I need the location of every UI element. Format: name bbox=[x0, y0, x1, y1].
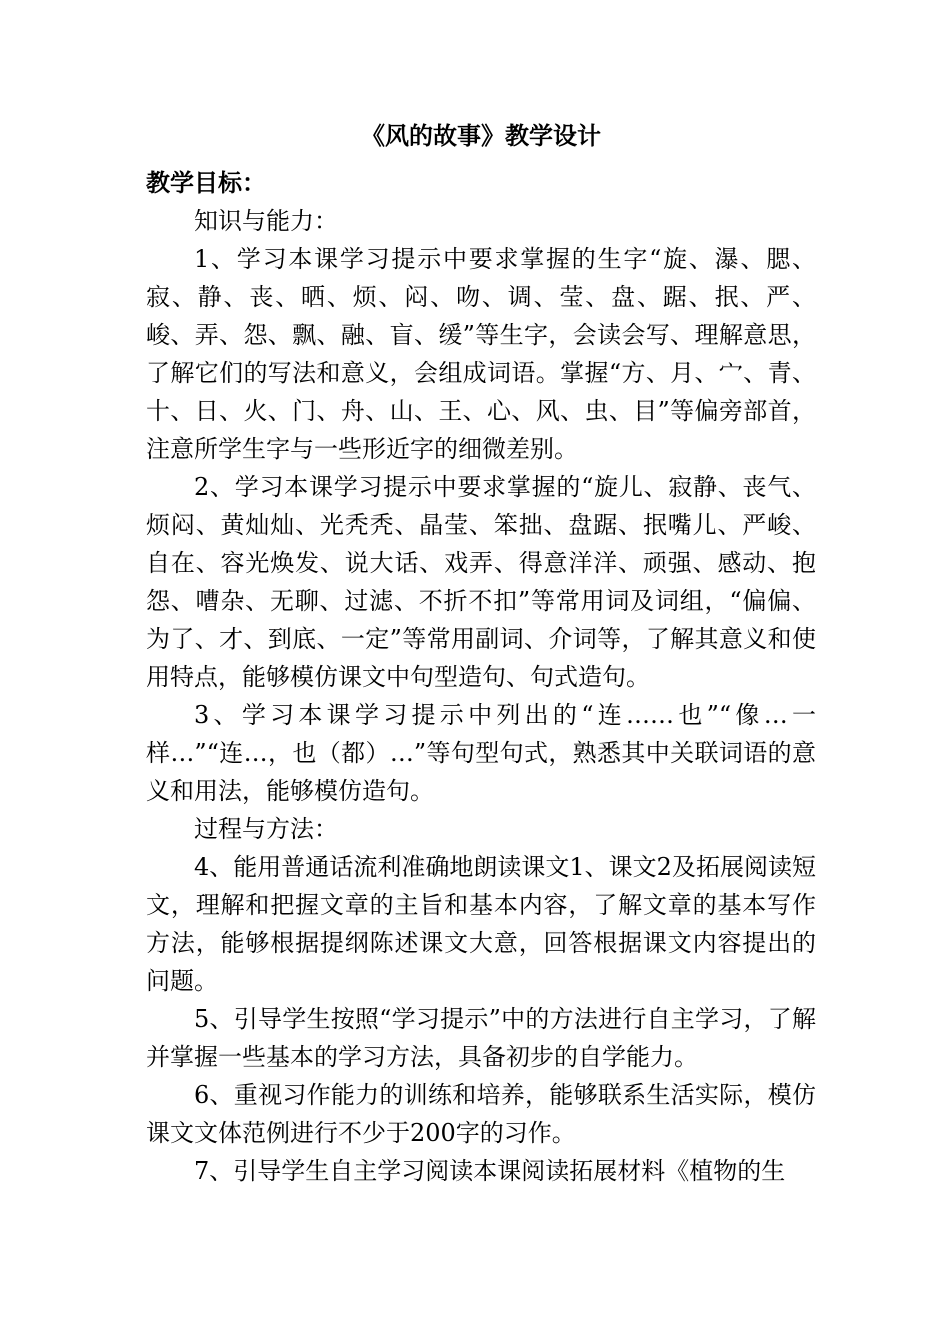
document-page bbox=[146, 116, 816, 1190]
goal-item-7: 7、引导学生自主学习阅读本课阅读拓展材料《植物的生 bbox=[194, 1157, 786, 1185]
goal-item-4: 4、能用普通话流利准确地朗读课文1、课文2及拓展阅读短文，理解和把握文章的主旨和基本内容，了解文章的基本写作方法，能够根据提纲陈述课文大意，回答根据课文内容提出的问题。 bbox=[146, 853, 816, 995]
sub-heading-process-method: 过程与方法： bbox=[194, 815, 338, 843]
sub-heading-knowledge-ability: 知识与能力： bbox=[194, 207, 338, 235]
goal-item-1: 1、学习本课学习提示中要求掌握的生字“旋、瀑、腮、寂、静、丧、晒、烦、闷、吻、调、莹、盘、踞、抿、严、峻、弄、怨、飘、融、盲、缓”等生字，会读会写、理解意思，了解它们的写法和意义，会组成词语。掌握“方、月、宀、青、十、日、火、门、舟、山、王、心、风、虫、目”等偏旁部首，注意所学生字与一些形近字的细微差别。 bbox=[146, 245, 816, 463]
goal-item-3: 3、学习本课学习提示中列出的“连……也”“像…一样…”“连…，也（都）…”等句型句式，熟悉其中关联词语的意义和用法，能够模仿造句。 bbox=[146, 701, 816, 805]
goal-item-5: 5、引导学生按照“学习提示”中的方法进行自主学习，了解并掌握一些基本的学习方法，具备初步的自学能力。 bbox=[146, 1005, 816, 1071]
goal-item-2: 2、学习本课学习提示中要求掌握的“旋儿、寂静、丧气、烦闷、黄灿灿、光秃秃、晶莹、笨拙、盘踞、抿嘴儿、严峻、自在、容光焕发、说大话、戏弄、得意洋洋、顽强、感动、抱怨、嘈杂、无聊、过滤、不折不扣”等常用词及词组，“偏偏、为了、才、到底、一定”等常用副词、介词等，了解其意义和使用特点，能够模仿课文中句型造句、句式造句。 bbox=[146, 473, 816, 691]
document-title: 《风的故事》教学设计 bbox=[361, 121, 601, 150]
goal-item-6: 6、重视习作能力的训练和培养，能够联系生活实际，模仿课文文体范例进行不少于200字的习作。 bbox=[146, 1081, 816, 1147]
section-heading-teaching-goals: 教学目标： bbox=[146, 168, 266, 197]
